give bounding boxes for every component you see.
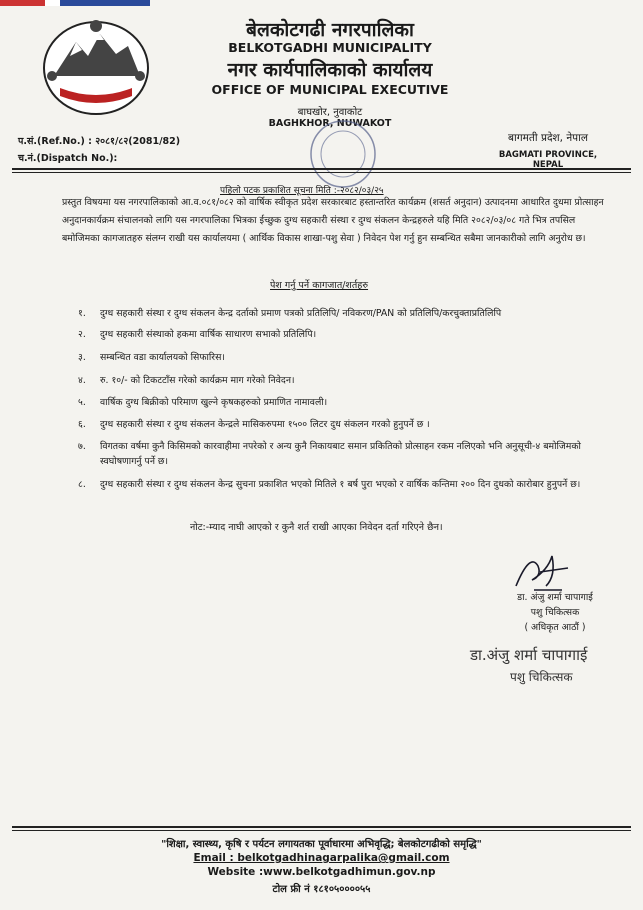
list-item [78,439,610,469]
item-number: ३. [78,352,86,363]
item-text: विगतका वर्षमा कुनै किसिमको कारवाहीमा नपरेको र अन्य कुनै निकायबाट समान प्रकितिको प्रोत्साहन रकम नलिएको भनि अनुसूची-४ बमोजिमको स्वघोषणागर्नु पर्ने छ। [100,441,581,467]
signatory-name: डा. अंजु शर्मा चापागाई [517,592,593,603]
footer-divider [12,826,631,828]
item-text: दुग्ध सहकारी संस्था र दुग्ध संकलन केन्द्र सुचना प्रकाशित भएको मितिले १ बर्ष पुरा भएको र वार्षिक कन्तिमा २०० दिन दुधको कारोबार हुनुपर्ने छ। [100,479,581,490]
title-stamp: पशु चिकित्सक [510,670,573,684]
item-number: ८. [78,479,86,490]
office-stamp [308,118,378,190]
footer-divider-thin [12,830,631,831]
item-number: ४. [78,375,86,386]
item-text: दुग्ध सहकारी संस्थाको हकमा वार्षिक साधारण सभाको प्रतिलिपि। [100,329,317,340]
footer-email: Email : belkotgadhinagarpalika@gmail.com [193,852,450,864]
list-item [78,417,610,432]
name-stamp: डा.अंजु शर्मा चापागाई [470,646,588,664]
item-number: ६. [78,419,86,430]
location-np: बाघखोर, नुवाकोट [297,107,363,118]
header-divider [12,168,631,170]
item-text: सम्बन्धित वडा कार्यालयको सिफारिस। [100,352,225,363]
office-name-en: OFFICE OF MUNICIPAL EXECUTIVE [211,82,449,97]
list-item [78,306,610,321]
list-item [78,373,610,388]
reference-number: प.सं.(Ref.No.) : २०८१/८२(2081/82) [18,136,181,147]
section-title: पेश गर्नु पर्ने कागजात/शर्तहरु [270,280,369,291]
list-item [78,477,610,492]
signatory-rank: ( अधिकृत आठौं ) [524,622,586,633]
province-np: बागमती प्रदेश, नेपाल [508,132,588,144]
item-number: ५. [78,397,86,408]
header-divider-thin [12,172,631,173]
signatory-title: पशु चिकित्सक [530,607,580,618]
list-item [78,327,610,342]
province-en: BAGMATI PROVINCE, NEPAL [498,150,598,170]
municipality-name-en: BELKOTGADHI MUNICIPALITY [228,40,432,55]
item-text: रु. १०/- को टिकटटाँस गरेको कार्यक्रम माग गरेको निवेदन। [100,375,295,386]
footer-tollfree: टोल फ्री नं १८१०५००००५५ [272,884,371,895]
dispatch-number: च.नं.(Dispatch No.): [18,153,118,164]
note-text: नोट:-म्याद नाघी आएको र कुनै शर्त राखी आएका निवेदन दर्ता गरिएने छैन। [190,522,443,533]
footer-slogan: "शिक्षा, स्वास्थ्य, कृषि र पर्यटन लगायतका पूर्वाधारमा अभिवृद्धि; बेलकोटगढीको समृद्धि" [161,839,482,850]
office-name-np: नगर कार्यपालिकाको कार्यालय [227,59,433,81]
item-number: १. [78,308,86,319]
nepal-emblem-logo [40,16,152,116]
item-number: २. [78,329,86,340]
notice-body: प्रस्तुत विषयमा यस नगरपालिकाको आ.व.०८१/०८२ को वार्षिक स्वीकृत प्रदेश सरकारबाट हस्तान्तरित कार्यक्रम (शसर्त अनुदान) उत्पादनमा आधारित दुधमा प्रोत्साहन अनुदानकार्यक्रम संचालनको लागि यस नगरपालिका भित्रका ईच्छुक दुग्ध सहकारी संस्था र दुग्ध संकलन केन्द्रहरुले यहि मिति २०८२/०३/०८ गते भित्र तपसिल बमोजिमका कागजातहरु संलग्न राखी यस कार्यालयमा ( आर्थिक विकास शाखा-पशु सेवा ) निवेदन पेश गर्नु हुन सम्बन्धित सबैमा जानकारीको लागि अनुरोध छ। [62,197,604,244]
location-en: BAGHKHOR, NUWAKOT [268,118,392,129]
item-number: ७. [78,441,86,452]
notice-title: पहिलो पटक प्रकाशित सूचना मिति :-२०८२/०३/२५ [220,186,384,196]
item-text: दुग्ध सहकारी संस्था र दुग्ध संकलन केन्द्रले मासिकरुपमा १५०० लिटर दुध संकलन गरको हुनुपर्ने छ । [100,419,430,430]
item-text: दुग्ध सहकारी संस्था र दुग्ध संकलन केन्द्र दर्ताको प्रमाण पत्रको प्रतिलिपि/ नविकरण/PAN को प्रतिलिपि/करचुक्ताप्रतिलिपि [100,308,502,319]
list-item [78,395,610,410]
list-item [78,350,610,365]
requirements-list [78,306,610,492]
municipality-name-np: बेलकोटगढी नगरपालिका [246,19,414,41]
handwritten-signature [512,546,572,594]
item-text: वार्षिक दुग्ध बिक्रीको परिमाण खुल्ने कृषकहरुको प्रमाणित नामावली। [100,397,328,408]
footer-website: Website :www.belkotgadhimun.gov.np [207,866,436,878]
top-flag-stripe [0,0,150,6]
